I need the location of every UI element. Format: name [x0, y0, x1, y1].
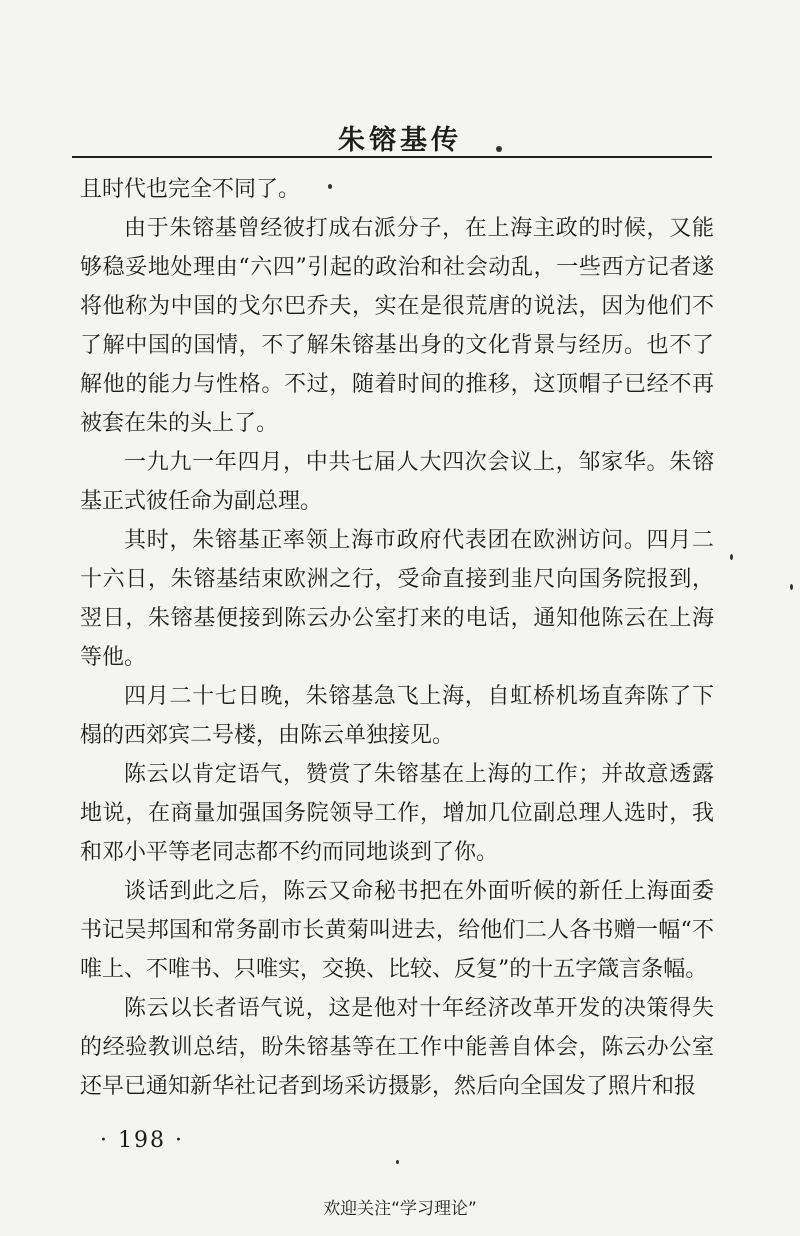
scan-speck: [396, 1160, 399, 1164]
paragraph: 由于朱镕基曾经彼打成右派分子，在上海主政的时候，又能够稳妥地处理由“六四”引起的政治和社会动乱，一些西方记者遂将他称为中国的戈尔巴乔夫，实在是很荒唐的说法，因为他们不了解中国的国情，不了解朱镕基出身的文化背景与经历。也不了解他的能力与性格。不过，随着时间的推移，这顶帽子已经不再被套在朱的头上了。: [80, 216, 714, 436]
scan-speck: [790, 584, 793, 590]
paragraph: 谈话到此之后，陈云又命秘书把在外面听候的新任上海面委书记吴邦国和常务副市长黄菊叫进去，给他们二人各书赠一幅“不唯上、不唯书、只唯实，交换、比较、反复”的十五字箴言条幅。: [80, 879, 714, 982]
paragraph: 陈云以长者语气说，这是他对十年经济改革开发的决策得失的经验教训总结，盼朱镕基等在工作中能善自体会，陈云办公室还早已通知新华社记者到场采访摄影，然后向全国发了照片和报: [80, 996, 714, 1099]
scan-speck: [496, 146, 502, 152]
header-rule: [72, 156, 712, 158]
paragraph: 陈云以肯定语气，赞赏了朱镕基在上海的工作；并故意透露地说，在商量加强国务院领导工作，增加几位副总理人选时，我和邓小平等老同志都不约而同地谈到了你。: [80, 762, 714, 865]
paragraph: 且时代也完全不同了。: [80, 177, 301, 202]
running-head-title: 朱镕基传: [338, 125, 462, 156]
paragraph: 四月二十七日晚，朱镕基急飞上海，自虹桥机场直奔陈了下榻的西郊宾二号楼，由陈云单独接见。: [80, 684, 714, 748]
body-text: [80, 170, 714, 1106]
page-number: · 198 ·: [100, 1128, 184, 1153]
scan-speck: [730, 554, 733, 560]
footer-watermark: 欢迎关注“学习理论”: [323, 1199, 477, 1219]
paragraph: 其时，朱镕基正率领上海市政府代表团在欧洲访问。四月二十六日，朱镕基结束欧洲之行，受命直接到韭尺向国务院报到，翌日，朱镕基便接到陈云办公室打来的电话，通知他陈云在上海等他。: [80, 528, 714, 670]
paragraph: 一九九一年四月，中共七届人大四次会议上，邹家华。朱镕基正式彼任命为副总理。: [80, 450, 714, 514]
scan-speck: [328, 184, 332, 189]
